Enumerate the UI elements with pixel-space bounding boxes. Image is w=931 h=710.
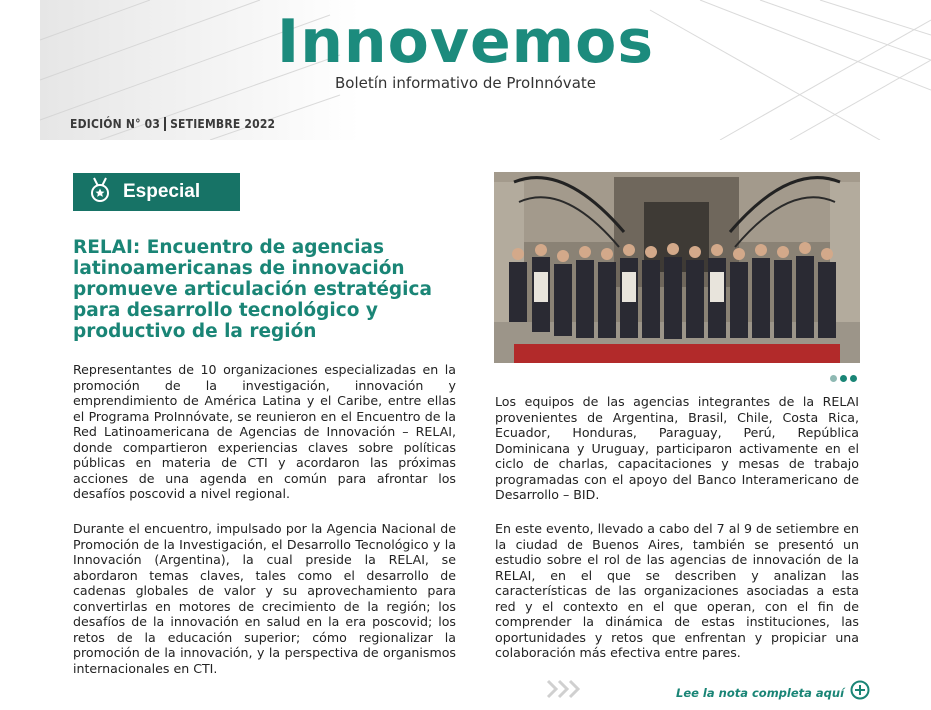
edition-date: SETIEMBRE 2022: [170, 117, 276, 131]
masthead: [0, 6, 931, 92]
carousel-dot[interactable]: [840, 375, 847, 382]
edition-separator: [164, 117, 166, 131]
newsletter-title: Innovemos: [276, 7, 655, 77]
read-more-label: Lee la nota completa aquí: [676, 685, 845, 700]
medal-icon: [89, 177, 111, 208]
edition-number: EDICIÓN N° 03: [70, 117, 161, 131]
plus-circle-icon[interactable]: [850, 680, 870, 705]
section-label: Especial: [123, 181, 201, 202]
article-paragraph: En este evento, llevado a cabo del 7 al 9 de setiembre en la ciudad de Buenos Aires, también se presentó un estudio sobre el rol de las agencias de innovación de la RELAI, en el que se describen y analizan las características de las organizaciones asociadas a esta red y el contexto en el que operan, con el fin de comprender la dinámica de estas instituciones, las oportunidades y retos que enfrentan y propiciar una colaboración más efectiva entre pares.: [495, 521, 859, 660]
section-badge: [73, 173, 240, 211]
article-headline: RELAI: Encuentro de agencias latinoamericanas de innovación promueve articulación estratégica para desarrollo tecnológico y productivo de la región: [73, 237, 432, 342]
article-paragraph: Representantes de 10 organizaciones especializadas en la promoción de la investigación, innovación y emprendimiento de América Latina y el Caribe, entre ellas el Programa ProInnóvate, se reunieron en el Encuentro de la Red Latinoamericana de Agencias de Innovación – RELAI, donde compartieron experiencias claves sobre políticas públicas en materia de CTI y acordaron las próximas acciones de una agenda en común para afrontar los desafíos poscovid a nivel regional.: [73, 362, 456, 501]
edition-line: [70, 117, 275, 131]
carousel-dot[interactable]: [830, 375, 837, 382]
newsletter-subtitle: Boletín informativo de ProInnóvate: [334, 74, 596, 92]
read-more-link[interactable]: [676, 680, 870, 705]
group-photo: [494, 172, 860, 363]
carousel-dot[interactable]: [850, 375, 857, 382]
article-paragraph: Durante el encuentro, impulsado por la Agencia Nacional de Promoción de la Investigación, el Desarrollo Tecnológico y la Innovación (Argentina), la cual preside la RELAI, se abordaron temas claves, tales como el desarrollo de cadenas globales de valor y su aprovechamiento para convertirlas en motores de crecimiento de la región; los desafíos de la innovación en salud en la era poscovid; los retos de la educación superior; cómo regionalizar la promoción de la innovación, y la perspectiva de organismos internacionales en CTI.: [73, 521, 456, 676]
chevrons-decoration-icon: [545, 678, 583, 705]
carousel-dots[interactable]: [830, 375, 857, 382]
article-paragraph: Los equipos de las agencias integrantes de la RELAI provenientes de Argentina, Brasil, Chile, Costa Rica, Ecuador, Honduras, Paraguay, Perú, República Dominicana y Uruguay, participaron activamente en el ciclo de charlas, capacitaciones y mesas de trabajo programadas con el apoyo del Banco Interamericano de Desarrollo – BID.: [495, 394, 859, 502]
